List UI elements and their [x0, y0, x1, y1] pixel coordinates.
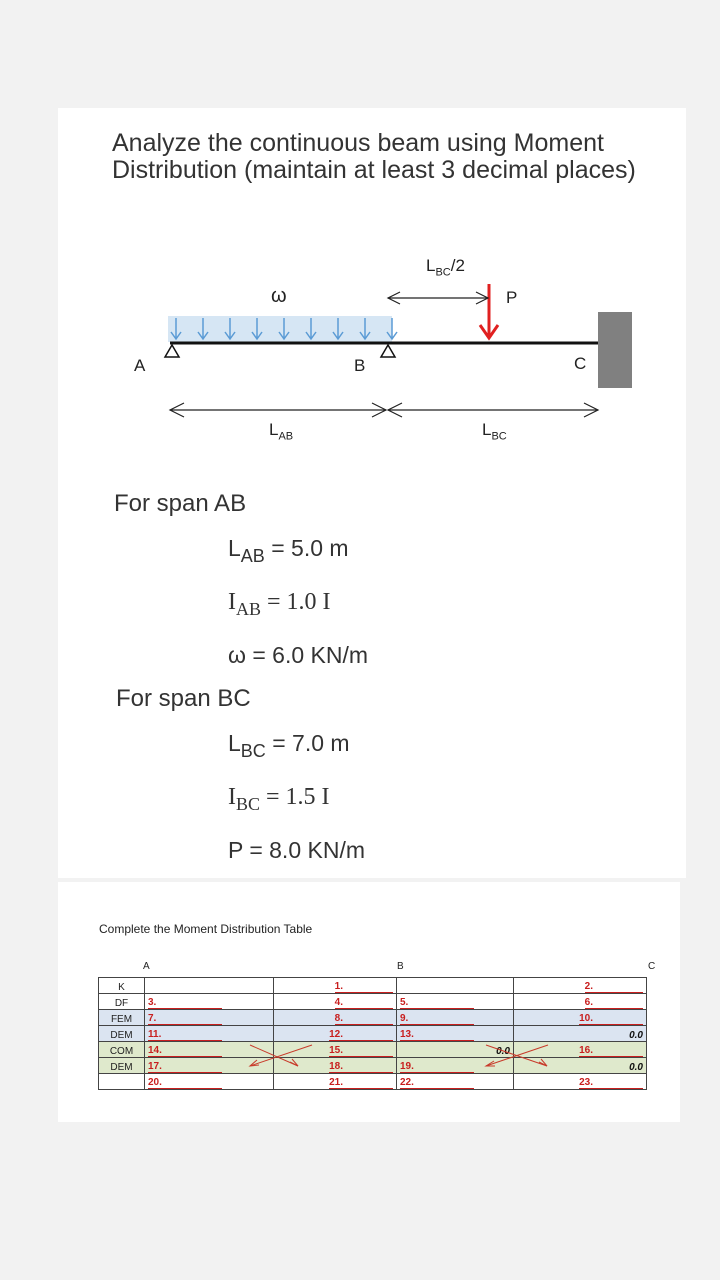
- table-row: [99, 1010, 647, 1026]
- span-bc-length: $L_{BC} = 7.0$ m: [228, 730, 350, 761]
- table-cell: [145, 1042, 274, 1058]
- span-ab-heading: For span AB: [114, 490, 247, 517]
- span-bc-load: P = 8.0 KN/m: [228, 837, 366, 863]
- table-cell: [274, 1042, 397, 1058]
- table-cell: [514, 994, 647, 1010]
- table-cell: [274, 994, 397, 1010]
- table-cell: [514, 1058, 647, 1074]
- table-cell: [514, 1074, 647, 1090]
- answer-blank[interactable]: 22.: [400, 1077, 474, 1089]
- span-bc-heading: For span BC: [116, 685, 251, 712]
- answer-blank[interactable]: 13.: [400, 1029, 474, 1041]
- pin-support-b: [381, 345, 395, 357]
- table-cell: [397, 994, 514, 1010]
- answer-blank[interactable]: 18.: [329, 1061, 393, 1073]
- row-label: COM: [99, 1042, 145, 1058]
- table-cell: [145, 1010, 274, 1026]
- row-label: DF: [99, 994, 145, 1010]
- half-span-dimension: [388, 292, 488, 304]
- dim-label-bc: $L_{BC}$: [482, 420, 507, 443]
- table-row: [99, 1058, 647, 1074]
- dim-label-ab: $L_{AB}$: [269, 420, 294, 443]
- answer-blank[interactable]: 23.: [579, 1077, 643, 1089]
- answer-blank[interactable]: 7.: [148, 1013, 222, 1025]
- node-label-b: B: [354, 356, 366, 375]
- table-cell: [514, 1026, 647, 1042]
- answer-blank[interactable]: 17.: [148, 1061, 222, 1073]
- table-cell: [274, 1026, 397, 1042]
- answer-blank[interactable]: 5.: [400, 997, 474, 1009]
- table-node-b: B: [397, 961, 404, 972]
- table-row: [99, 978, 647, 994]
- table-row: [99, 994, 647, 1010]
- pin-support-a: [165, 345, 179, 357]
- fixed-value: 0.0: [496, 1046, 510, 1057]
- table-cell: [145, 994, 274, 1010]
- table-cell: [397, 1010, 514, 1026]
- answer-blank[interactable]: 15.: [329, 1045, 393, 1057]
- table-row: [99, 1042, 647, 1058]
- answer-blank[interactable]: 20.: [148, 1077, 222, 1089]
- answer-blank[interactable]: 1.: [335, 981, 393, 993]
- table-row: [99, 1074, 647, 1090]
- table-cell: [397, 1026, 514, 1042]
- table-cell: [397, 1074, 514, 1090]
- fixed-support-c: [598, 312, 632, 388]
- span-ab-length: $L_{AB} = 5.0$ m: [228, 535, 349, 566]
- table-cell: [514, 1010, 647, 1026]
- table-node-c: C: [648, 961, 656, 972]
- row-label: FEM: [99, 1010, 145, 1026]
- table-cell: [514, 978, 647, 994]
- table-cell: [514, 1042, 647, 1058]
- table-title: Complete the Moment Distribution Table: [99, 922, 313, 936]
- span-bc-inertia: $I_{BC} = 1.5$ I: [228, 784, 330, 814]
- answer-blank[interactable]: 12.: [329, 1029, 393, 1041]
- row-label: DEM: [99, 1026, 145, 1042]
- answer-blank[interactable]: 21.: [329, 1077, 393, 1089]
- answer-blank[interactable]: 19.: [400, 1061, 474, 1073]
- table-cell: [145, 1074, 274, 1090]
- table-cell: [145, 1058, 274, 1074]
- fixed-value: 0.0: [629, 1062, 643, 1073]
- table-cell: [274, 978, 397, 994]
- moment-distribution-table: [98, 977, 647, 1090]
- table-cell: [274, 1010, 397, 1026]
- span-ab-inertia: $I_{AB} = 1.0$ I: [228, 589, 331, 619]
- table-cell: [397, 1042, 514, 1058]
- table-cell: [397, 1058, 514, 1074]
- answer-blank[interactable]: 11.: [148, 1029, 222, 1041]
- table-cell: [397, 978, 514, 994]
- table-cell: [274, 1058, 397, 1074]
- answer-blank[interactable]: 8.: [335, 1013, 393, 1025]
- answer-blank[interactable]: 9.: [400, 1013, 474, 1025]
- table-node-a: A: [143, 961, 150, 972]
- table-row: [99, 1026, 647, 1042]
- row-label: [99, 1074, 145, 1090]
- node-label-c: C: [574, 354, 587, 373]
- half-span-label: $L_{BC}/2$: [426, 256, 465, 279]
- answer-blank[interactable]: 16.: [579, 1045, 643, 1057]
- span-ab-load: ω = 6.0 KN/m: [228, 642, 369, 668]
- table-cell: [145, 1026, 274, 1042]
- node-label-a: A: [134, 356, 146, 375]
- answer-blank[interactable]: 3.: [148, 997, 222, 1009]
- answer-blank[interactable]: 10.: [579, 1013, 643, 1025]
- answer-blank[interactable]: 4.: [335, 997, 393, 1009]
- point-load-arrow: [480, 284, 498, 338]
- answer-blank[interactable]: 6.: [585, 997, 643, 1009]
- row-label: DEM: [99, 1058, 145, 1074]
- beam-diagram: [0, 0, 720, 460]
- problem-title: Analyze the continuous beam using Moment Distribution (maintain at least 3 decimal places): [112, 129, 636, 184]
- point-load-label: P: [506, 288, 518, 307]
- answer-blank[interactable]: 2.: [585, 981, 643, 993]
- span-dimensions: [170, 403, 598, 417]
- answer-blank[interactable]: 14.: [148, 1045, 222, 1057]
- table-cell: [145, 978, 274, 994]
- row-label: K: [99, 978, 145, 994]
- table-cell: [274, 1074, 397, 1090]
- fixed-value: 0.0: [629, 1030, 643, 1041]
- load-label-omega: ω: [271, 285, 287, 307]
